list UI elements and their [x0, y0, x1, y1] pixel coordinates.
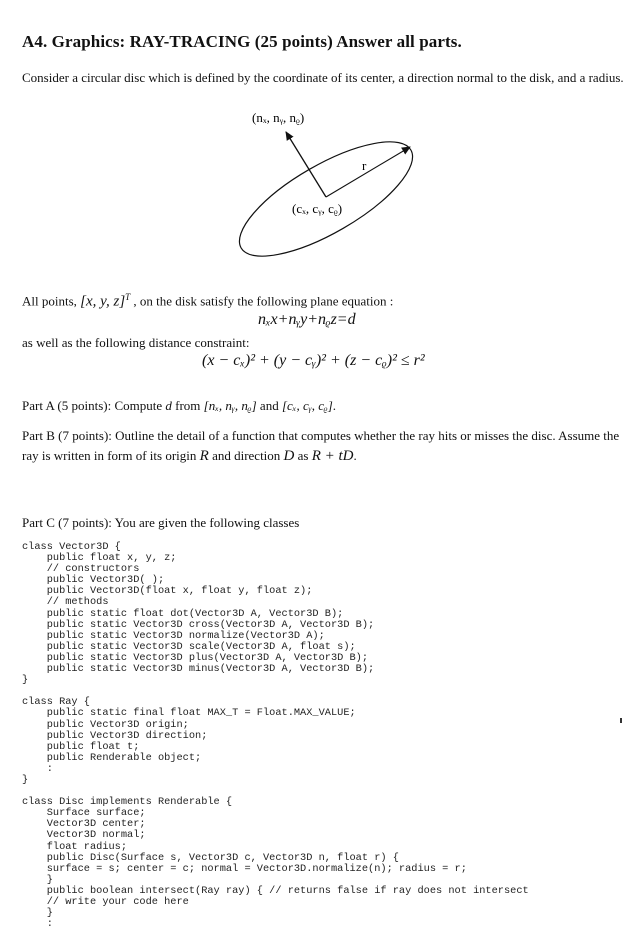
- points-line: [22, 289, 393, 310]
- intro-paragraph: Consider a circular disc which is defined by the coordinate of its center, a direction normal to the disk, and a radius.: [22, 70, 624, 85]
- part-b-origin-symbol: R: [199, 448, 209, 464]
- part-a-and: and: [256, 398, 282, 413]
- distance-constraint: (x − cₓ)² + (y − cᵧ)² + (z − cᵨ)² ≤ r²: [202, 352, 425, 369]
- code-line: public Renderable object;: [22, 751, 202, 764]
- code-line: public Vector3D( );: [22, 574, 165, 587]
- code-line: public Vector3D direction;: [22, 729, 208, 742]
- part-a: [22, 397, 336, 414]
- code-listing: [22, 542, 529, 930]
- part-b-direction-symbol: D: [283, 448, 295, 464]
- code-line: public boolean intersect(Ray ray) { // returns false if ray does not intersect: [22, 884, 529, 897]
- code-line: public static Vector3D scale(Vector3D A, float s);: [22, 640, 356, 653]
- scan-speck: [620, 718, 622, 723]
- code-line: }: [22, 674, 29, 687]
- question-title: A4. Graphics: RAY-TRACING (25 points) Answer all parts.: [22, 32, 462, 51]
- code-line: public float t;: [22, 740, 140, 753]
- part-a-d: d: [165, 398, 172, 413]
- code-line: public static Vector3D cross(Vector3D A, Vector3D B);: [22, 618, 375, 631]
- part-c: Part C (7 points): You are given the following classes: [22, 515, 300, 530]
- code-line: public static final float MAX_T = Float.MAX_VALUE;: [22, 707, 356, 720]
- part-b-ray-formula: R + tD: [311, 448, 354, 464]
- disc-ellipse: [230, 121, 428, 272]
- code-line: }: [22, 907, 53, 920]
- points-prefix: All points,: [22, 293, 77, 309]
- points-suffix: , on the disk satisfy the following plane equation :: [133, 293, 394, 309]
- part-b-as: as: [294, 448, 312, 463]
- code-line: public float x, y, z;: [22, 552, 177, 565]
- code-line: public Disc(Surface s, Vector3D c, Vector3D n, float r) {: [22, 851, 399, 864]
- points-vector: [x, y, z]: [80, 293, 126, 310]
- transpose-mark: T: [125, 292, 131, 302]
- part-a-end: .: [332, 398, 337, 413]
- disc-figure: [230, 102, 430, 272]
- code-line: Surface surface;: [22, 807, 146, 820]
- code-line: public Vector3D origin;: [22, 718, 189, 731]
- code-line: // constructors: [22, 563, 140, 576]
- code-line: public static Vector3D plus(Vector3D A, Vector3D B);: [22, 651, 369, 664]
- normal-arrow: [286, 132, 326, 197]
- code-line: class Disc implements Renderable {: [22, 796, 233, 809]
- code-line: class Vector3D {: [22, 541, 121, 553]
- code-line: Vector3D center;: [22, 818, 146, 831]
- distance-intro: as well as the following distance constraint:: [22, 335, 250, 350]
- code-line: public Vector3D(float x, float y, float z);: [22, 585, 313, 598]
- part-a-center-vector: [cₓ, cᵧ, cᵨ]: [281, 398, 333, 413]
- code-line: :: [22, 762, 53, 775]
- part-a-from: from: [171, 398, 204, 413]
- code-line: public static Vector3D minus(Vector3D A, Vector3D B);: [22, 663, 375, 676]
- code-line: public static float dot(Vector3D A, Vector3D B);: [22, 607, 344, 620]
- code-line: // write your code here: [22, 896, 189, 908]
- code-line: :: [22, 918, 53, 931]
- code-line: class Ray {: [22, 696, 90, 709]
- part-b: [22, 426, 626, 466]
- radius-label: r: [362, 158, 367, 173]
- part-a-normal-vector: [nₓ, nᵧ, nᵨ]: [203, 398, 257, 413]
- plane-equation: nₓx+nᵧy+nᵨz=d: [258, 311, 356, 328]
- normal-label: (nₓ, nᵧ, nᵨ): [252, 110, 305, 125]
- code-line: }: [22, 873, 53, 886]
- center-label: (cₓ, cᵧ, cᵨ): [292, 201, 343, 216]
- part-a-text: Part A (5 points): Compute: [22, 398, 166, 413]
- code-line: Vector3D normal;: [22, 829, 146, 842]
- part-b-end: .: [353, 448, 357, 463]
- code-line: }: [22, 773, 29, 786]
- part-b-mid: and direction: [212, 448, 284, 463]
- code-line: // methods: [22, 596, 109, 609]
- code-line: float radius;: [22, 840, 128, 853]
- part-b-text: Part B (7 points): Outline the detail of a function that computes whether the ray hits or misses the disc. Assume the ray is written in form of its origin: [22, 428, 620, 463]
- code-line: surface = s; center = c; normal = Vector3D.normalize(n); radius = r;: [22, 862, 467, 875]
- code-line: public static Vector3D normalize(Vector3D A);: [22, 629, 325, 642]
